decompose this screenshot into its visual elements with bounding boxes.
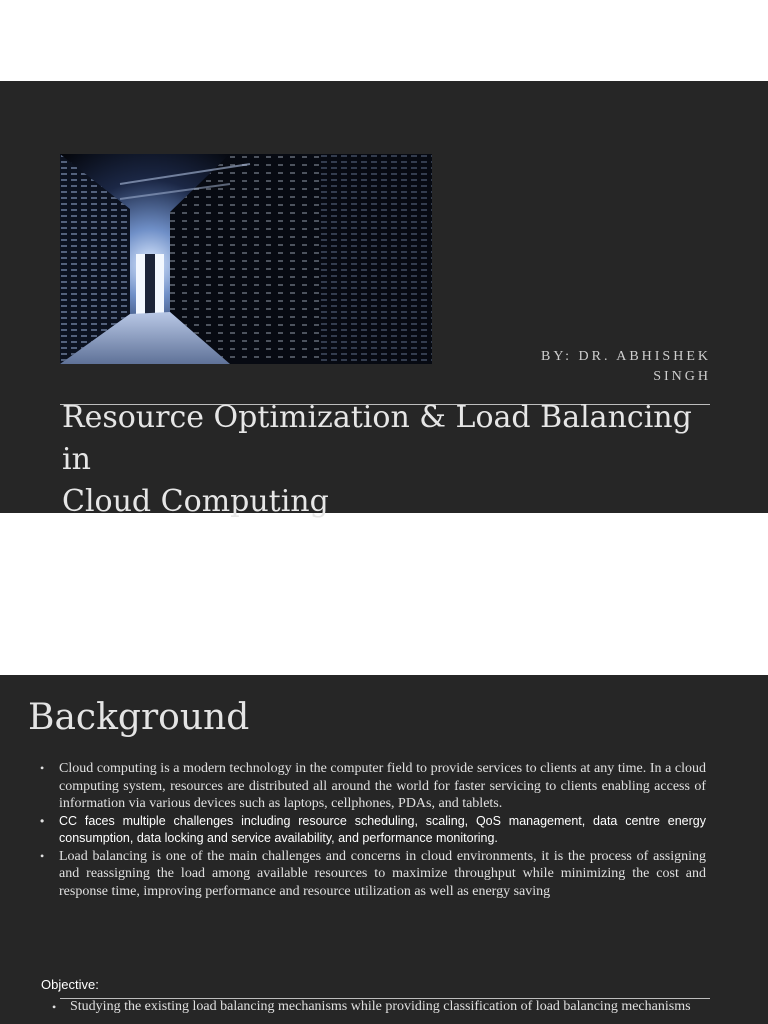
background-slide — [0, 675, 768, 1024]
title-slide — [0, 81, 768, 519]
background-bullets — [40, 760, 706, 900]
title-line-2: Cloud Computing — [62, 484, 329, 519]
bullet-item: • CC faces multiple challenges including resource scheduling, scaling, QoS management, data centre energy consumption, data locking and service availability, and performance monitoring. — [40, 813, 706, 848]
slide-heading: Background — [28, 697, 250, 738]
server-corridor-image — [60, 154, 432, 364]
bullet-item: • Load balancing is one of the main challenges and concerns in cloud environments, it is the process of assigning and reassigning the load among available resources to maximize throughput while minimizing the cost and response time, improving performance and resource utilization as well as energy saving — [40, 848, 706, 901]
author-line-1: BY: DR. ABHISHEK — [540, 349, 711, 364]
author-byline — [541, 347, 711, 387]
datacenter-illustration — [60, 154, 432, 364]
objective-label: Objective: — [41, 977, 99, 992]
bullet-item: • Cloud computing is a modern technology in the computer field to provide services to clients at any time. In a cloud computing system, resources are distributed all around the world for faster servicing to clients enabling access of information via various devices such as laptops, cellphones, PDAs, and tablets. — [40, 760, 706, 813]
objective-item: • Studying the existing load balancing mechanisms while providing classification of load balancing mechanisms — [52, 999, 730, 1015]
title-line-1: Resource Optimization & Load Balancing in — [62, 400, 692, 477]
objective-list — [52, 999, 730, 1015]
slide-title — [62, 397, 722, 523]
author-line-2: SINGH — [653, 369, 711, 384]
